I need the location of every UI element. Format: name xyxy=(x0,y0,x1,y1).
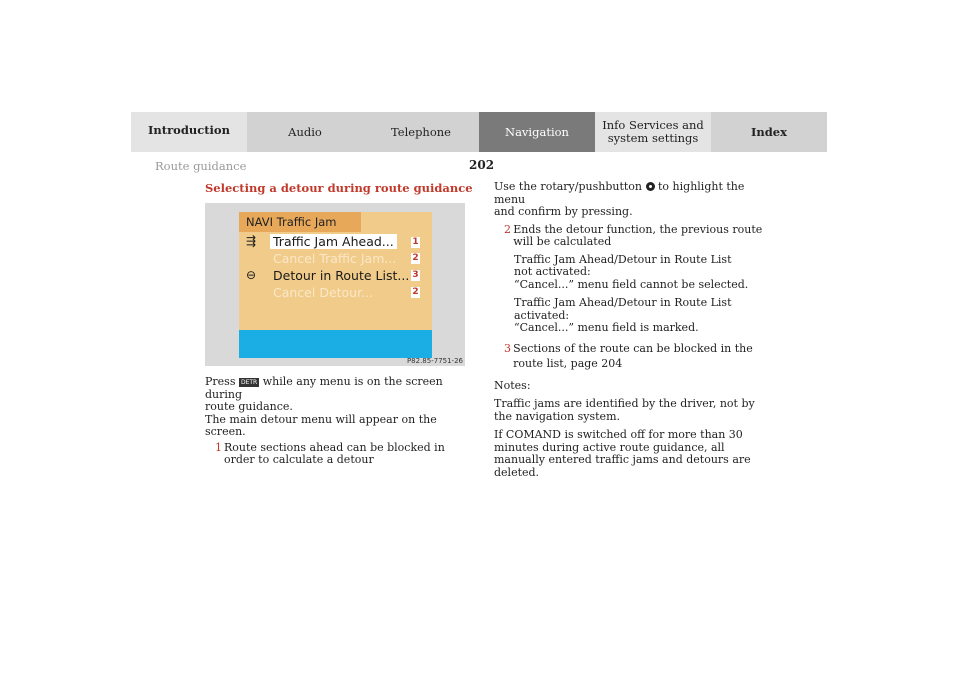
menu-item-cancel-detour[interactable]: Cancel Detour... xyxy=(273,285,374,300)
body-text: route guidance. xyxy=(205,400,293,413)
body-text: not activated: xyxy=(514,265,591,278)
chapter-tabs xyxy=(131,112,827,152)
body-text: Traffic Jam Ahead/Detour in Route List xyxy=(514,252,732,266)
navi-screen-figure xyxy=(205,203,465,366)
body-text: and confirm by pressing. xyxy=(494,205,633,218)
note-text: If COMAND is switched off for more than 30 minutes during active route guidance, all manually entered traffic jams and detours are deleted. xyxy=(494,428,751,479)
right-column xyxy=(494,181,766,479)
menu-status-bar xyxy=(239,330,432,358)
navi-menu xyxy=(239,212,432,358)
item-number: 1 xyxy=(215,440,222,454)
detour-icon: ⊖ xyxy=(246,268,257,282)
menu-marker: 3 xyxy=(412,270,419,280)
tab-telephone[interactable]: Telephone xyxy=(363,112,479,152)
item-text: Ends the detour function, the previous route will be calculated xyxy=(513,222,763,248)
body-text: while any menu is on the screen during xyxy=(205,375,443,401)
menu-marker: 2 xyxy=(412,253,419,263)
tab-info-services[interactable]: Info Services and system settings xyxy=(595,112,711,152)
note-text: Traffic jams are identified by the driver, not by the navigation system. xyxy=(494,397,755,423)
menu-item-cancel-traffic-jam[interactable]: Cancel Traffic Jam... xyxy=(273,251,397,266)
section-title: Route guidance xyxy=(155,159,247,173)
body-text: Use the rotary/pushbutton xyxy=(494,180,643,193)
item-text: Sections of the route can be blocked in the route list, page 204 xyxy=(513,341,753,370)
figure-reference: P82.85-7751-26 xyxy=(406,357,463,365)
menu-marker: 2 xyxy=(412,287,419,297)
tab-navigation[interactable]: Navigation xyxy=(479,112,595,152)
body-text: Press xyxy=(205,375,236,388)
body-text: to highlight the menu xyxy=(494,180,745,206)
body-text: “Cancel...” menu field cannot be selected. xyxy=(514,277,749,291)
menu-marker: 1 xyxy=(412,237,419,247)
menu-item-traffic-jam-ahead[interactable]: Traffic Jam Ahead... xyxy=(270,234,397,249)
menu-item-detour-in-route-list[interactable]: Detour in Route List... xyxy=(273,268,410,283)
body-text: “Cancel...” menu field is marked. xyxy=(514,321,699,334)
notes-label: Notes: xyxy=(494,378,531,392)
menu-title: NAVI Traffic Jam xyxy=(239,212,361,232)
body-text: The main detour menu will appear on the screen. xyxy=(205,412,437,438)
page-number: 202 xyxy=(469,158,495,172)
left-column xyxy=(205,376,470,467)
item-text: Route sections ahead can be blocked in order to calculate a detour xyxy=(224,440,445,466)
body-text: Traffic Jam Ahead/Detour in Route List activated: xyxy=(514,296,732,322)
traffic-jam-icon: ⇶ xyxy=(246,234,257,248)
page-heading: Selecting a detour during route guidance xyxy=(205,181,473,195)
rotary-knob-icon xyxy=(646,182,655,191)
tab-audio[interactable]: Audio xyxy=(247,112,363,152)
item-number: 3 xyxy=(504,341,511,355)
item-number: 2 xyxy=(504,222,511,236)
tab-index[interactable]: Index xyxy=(711,112,827,152)
detr-button-icon: DETR xyxy=(240,379,258,386)
tab-introduction[interactable]: Introduction xyxy=(131,112,247,152)
